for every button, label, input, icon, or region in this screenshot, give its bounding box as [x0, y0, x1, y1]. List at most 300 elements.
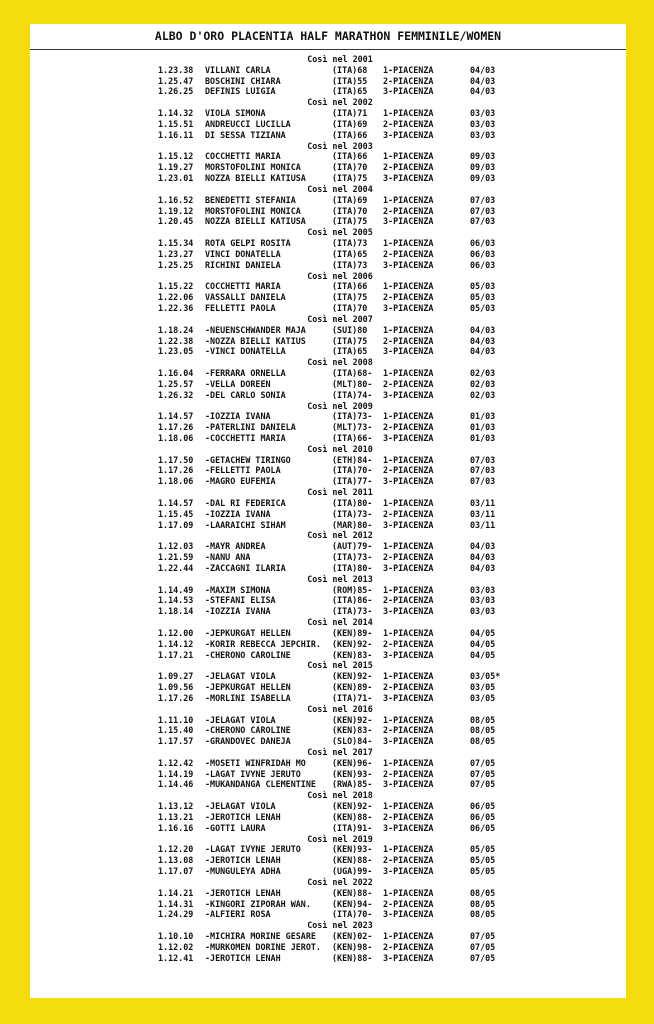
result-time: 1.17.57: [158, 736, 194, 747]
result-time: 1.17.26: [158, 422, 194, 433]
result-time: 1.22.36: [158, 303, 194, 314]
placing: 1-PIACENZA: [383, 584, 434, 595]
placing: 1-PIACENZA: [383, 627, 434, 638]
athlete-name: -MORLINI ISABELLA: [205, 692, 291, 703]
nationality-year: (ITA)68-: [332, 368, 373, 379]
result-row: [30, 216, 626, 227]
year-heading: Così nel 2012: [307, 530, 373, 541]
result-row: [30, 455, 626, 466]
result-time: 1.25.47: [158, 75, 194, 86]
athlete-name: -IOZZIA IVANA: [205, 606, 271, 617]
athlete-name: -GOTTI LAURA: [205, 822, 266, 833]
nationality-year: (MAR)80-: [332, 519, 373, 530]
result-time: 1.16.52: [158, 194, 194, 205]
result-time: 1.15.12: [158, 151, 194, 162]
result-row: [30, 238, 626, 249]
athlete-name: ROTA GELPI ROSITA: [205, 238, 291, 249]
result-time: 1.12.41: [158, 952, 194, 963]
placing: 3-PIACENZA: [383, 736, 434, 747]
placing: 2-PIACENZA: [383, 118, 434, 129]
result-time: 1.17.09: [158, 519, 194, 530]
nationality-year: (ITA)70: [332, 303, 368, 314]
nationality-year: (KEN)98-: [332, 941, 373, 952]
athlete-name: -DAL RI FEDERICA: [205, 497, 286, 508]
result-row: [30, 909, 626, 920]
nationality-year: (ITA)80-: [332, 562, 373, 573]
nationality-year: (ROM)85-: [332, 584, 373, 595]
result-row: [30, 758, 626, 769]
athlete-name: ANDREUCCI LUCILLA: [205, 118, 291, 129]
race-date: 07/03: [470, 194, 496, 205]
result-row: [30, 292, 626, 303]
year-heading: Così nel 2019: [307, 833, 373, 844]
result-row: [30, 650, 626, 661]
year-heading: Così nel 2023: [307, 920, 373, 931]
year-heading: Così nel 2005: [307, 227, 373, 238]
nationality-year: (KEN)02-: [332, 931, 373, 942]
athlete-name: -MAGRO EUFEMIA: [205, 476, 276, 487]
result-time: 1.12.00: [158, 627, 194, 638]
nationality-year: (ITA)73-: [332, 508, 373, 519]
result-row: [30, 119, 626, 130]
nationality-year: (MLT)73-: [332, 422, 373, 433]
result-time: 1.14.31: [158, 898, 194, 909]
athlete-name: -JEROTICH LENAH: [205, 887, 281, 898]
placing: 1-PIACENZA: [383, 151, 434, 162]
athlete-name: -IOZZIA IVANA: [205, 411, 271, 422]
race-date: 07/05: [470, 779, 496, 790]
result-row: [30, 465, 626, 476]
placing: 2-PIACENZA: [383, 162, 434, 173]
nationality-year: (KEN)94-: [332, 898, 373, 909]
result-row: [30, 769, 626, 780]
race-date: 07/03: [470, 216, 496, 227]
result-time: 1.19.27: [158, 162, 194, 173]
placing: 1-PIACENZA: [383, 931, 434, 942]
race-date: 03/03: [470, 606, 496, 617]
result-time: 1.14.12: [158, 638, 194, 649]
result-time: 1.13.08: [158, 855, 194, 866]
placing: 3-PIACENZA: [383, 173, 434, 184]
result-row: [30, 563, 626, 574]
race-date: 03/11: [470, 497, 496, 508]
athlete-name: -MOSETI WINFRIDAH MO: [205, 757, 306, 768]
year-heading: Così nel 2010: [307, 443, 373, 454]
result-time: 1.12.03: [158, 541, 194, 552]
athlete-name: -KORIR REBECCA JEPCHIR.: [205, 638, 321, 649]
athlete-name: -NEUENSCHWANDER MAJA: [205, 324, 306, 335]
race-date: 09/03: [470, 151, 496, 162]
placing: 2-PIACENZA: [383, 682, 434, 693]
result-row: [30, 671, 626, 682]
nationality-year: (KEN)83-: [332, 725, 373, 736]
result-row: [30, 931, 626, 942]
result-row: [30, 779, 626, 790]
race-date: 04/03: [470, 64, 496, 75]
result-time: 1.23.27: [158, 248, 194, 259]
document-sheet: [30, 24, 626, 998]
placing: 1-PIACENZA: [383, 64, 434, 75]
placing: 3-PIACENZA: [383, 779, 434, 790]
race-date: 06/05: [470, 811, 496, 822]
result-row: [30, 433, 626, 444]
placing: 1-PIACENZA: [383, 714, 434, 725]
nationality-year: (ITA)80-: [332, 497, 373, 508]
race-date: 04/03: [470, 335, 496, 346]
race-date: 01/03: [470, 432, 496, 443]
result-time: 1.09.56: [158, 682, 194, 693]
result-time: 1.22.38: [158, 335, 194, 346]
result-time: 1.18.24: [158, 324, 194, 335]
race-date: 06/05: [470, 822, 496, 833]
year-heading: Così nel 2004: [307, 183, 373, 194]
athlete-name: -JELAGAT VIOLA: [205, 801, 276, 812]
race-date: 08/05: [470, 714, 496, 725]
result-row: [30, 509, 626, 520]
athlete-name: -JELAGAT VIOLA: [205, 671, 276, 682]
result-time: 1.14.57: [158, 497, 194, 508]
result-row: [30, 953, 626, 964]
nationality-year: (ITA)75: [332, 173, 368, 184]
athlete-name: -JELAGAT VIOLA: [205, 714, 276, 725]
placing: 1-PIACENZA: [383, 757, 434, 768]
nationality-year: (KEN)88-: [332, 887, 373, 898]
placing: 1-PIACENZA: [383, 671, 434, 682]
placing: 3-PIACENZA: [383, 346, 434, 357]
race-date: 04/05: [470, 638, 496, 649]
race-date: 07/03: [470, 454, 496, 465]
nationality-year: (ITA)66: [332, 281, 368, 292]
race-date: 07/03: [470, 476, 496, 487]
result-time: 1.16.04: [158, 368, 194, 379]
race-date: 07/05: [470, 757, 496, 768]
race-date: 09/03: [470, 173, 496, 184]
nationality-year: (KEN)88-: [332, 855, 373, 866]
nationality-year: (KEN)92-: [332, 638, 373, 649]
nationality-year: (KEN)92-: [332, 801, 373, 812]
placing: 3-PIACENZA: [383, 389, 434, 400]
nationality-year: (ITA)73: [332, 259, 368, 270]
result-row: [30, 541, 626, 552]
result-row: [30, 368, 626, 379]
race-date: 04/03: [470, 541, 496, 552]
athlete-name: -DEL CARLO SONIA: [205, 389, 286, 400]
result-row: [30, 801, 626, 812]
race-date: 08/05: [470, 887, 496, 898]
race-date: 07/03: [470, 205, 496, 216]
nationality-year: (RWA)85-: [332, 779, 373, 790]
athlete-name: DI SESSA TIZIANA: [205, 129, 286, 140]
result-row: [30, 866, 626, 877]
nationality-year: (ITA)75: [332, 216, 368, 227]
result-time: 1.26.32: [158, 389, 194, 400]
race-date: 03/03: [470, 129, 496, 140]
nationality-year: (ITA)73-: [332, 552, 373, 563]
placing: 1-PIACENZA: [383, 844, 434, 855]
nationality-year: (KEN)93-: [332, 844, 373, 855]
race-date: 04/03: [470, 552, 496, 563]
nationality-year: (ITA)77-: [332, 476, 373, 487]
result-time: 1.15.22: [158, 281, 194, 292]
athlete-name: -MAXIM SIMONA: [205, 584, 271, 595]
race-date: 09/03: [470, 162, 496, 173]
result-time: 1.12.42: [158, 757, 194, 768]
placing: 2-PIACENZA: [383, 811, 434, 822]
result-row: [30, 151, 626, 162]
race-date: 05/03: [470, 303, 496, 314]
race-date: 01/03: [470, 422, 496, 433]
result-row: [30, 595, 626, 606]
result-row: [30, 606, 626, 617]
result-time: 1.17.07: [158, 866, 194, 877]
race-date: 03/03: [470, 584, 496, 595]
athlete-name: RICHINI DANIELA: [205, 259, 281, 270]
race-date: 07/03: [470, 465, 496, 476]
result-time: 1.18.06: [158, 476, 194, 487]
placing: 2-PIACENZA: [383, 465, 434, 476]
placing: 2-PIACENZA: [383, 335, 434, 346]
race-date: 06/03: [470, 248, 496, 259]
result-row: [30, 206, 626, 217]
nationality-year: (KEN)88-: [332, 952, 373, 963]
year-heading: Così nel 2001: [307, 54, 373, 64]
result-time: 1.14.46: [158, 779, 194, 790]
athlete-name: -STEFANI ELISA: [205, 595, 276, 606]
placing: 3-PIACENZA: [383, 909, 434, 920]
result-row: [30, 76, 626, 87]
placing: 1-PIACENZA: [383, 411, 434, 422]
race-date: 06/05: [470, 801, 496, 812]
result-time: 1.25.57: [158, 378, 194, 389]
nationality-year: (ITA)75: [332, 335, 368, 346]
athlete-name: -VINCI DONATELLA: [205, 346, 286, 357]
year-heading: Così nel 2007: [307, 313, 373, 324]
placing: 1-PIACENZA: [383, 324, 434, 335]
nationality-year: (ITA)66-: [332, 432, 373, 443]
race-date: 05/05: [470, 855, 496, 866]
race-date: 08/05: [470, 909, 496, 920]
race-date: 04/05: [470, 627, 496, 638]
nationality-year: (ITA)71-: [332, 692, 373, 703]
athlete-name: -MUKANDANGA CLEMENTINE: [205, 779, 316, 790]
race-date: 01/03: [470, 411, 496, 422]
nationality-year: (ITA)75: [332, 292, 368, 303]
placing: 1-PIACENZA: [383, 801, 434, 812]
race-date: 07/05: [470, 952, 496, 963]
result-row: [30, 281, 626, 292]
nationality-year: (ITA)70: [332, 162, 368, 173]
result-time: 1.16.11: [158, 129, 194, 140]
race-date: 08/05: [470, 736, 496, 747]
nationality-year: (KEN)83-: [332, 649, 373, 660]
year-heading: Così nel 2015: [307, 660, 373, 671]
result-row: [30, 379, 626, 390]
result-row: [30, 715, 626, 726]
result-time: 1.15.34: [158, 238, 194, 249]
race-date: 07/05: [470, 941, 496, 952]
athlete-name: MORSTOFOLINI MONICA: [205, 205, 301, 216]
placing: 3-PIACENZA: [383, 866, 434, 877]
result-row: [30, 823, 626, 834]
result-time: 1.15.51: [158, 118, 194, 129]
race-date: 04/03: [470, 75, 496, 86]
result-row: [30, 108, 626, 119]
nationality-year: (ITA)71: [332, 108, 368, 119]
nationality-year: (KEN)93-: [332, 768, 373, 779]
nationality-year: (SLO)84-: [332, 736, 373, 747]
result-time: 1.15.40: [158, 725, 194, 736]
result-row: [30, 628, 626, 639]
result-row: [30, 736, 626, 747]
nationality-year: (ITA)73-: [332, 411, 373, 422]
placing: 2-PIACENZA: [383, 75, 434, 86]
athlete-name: NOZZA BIELLI KATIUSA: [205, 216, 306, 227]
race-date: 08/05: [470, 725, 496, 736]
result-time: 1.18.06: [158, 432, 194, 443]
result-row: [30, 411, 626, 422]
year-heading: Così nel 2018: [307, 790, 373, 801]
placing: 2-PIACENZA: [383, 768, 434, 779]
nationality-year: (ITA)70-: [332, 909, 373, 920]
result-row: [30, 336, 626, 347]
result-time: 1.09.27: [158, 671, 194, 682]
athlete-name: -COCCHETTI MARIA: [205, 432, 286, 443]
year-heading: Così nel 2002: [307, 97, 373, 108]
athlete-name: -JEROTICH LENAH: [205, 811, 281, 822]
placing: 3-PIACENZA: [383, 476, 434, 487]
placing: 1-PIACENZA: [383, 541, 434, 552]
result-row: [30, 725, 626, 736]
race-date: 04/03: [470, 324, 496, 335]
nationality-year: (ITA)55: [332, 75, 368, 86]
race-date: 03/05: [470, 682, 496, 693]
athlete-name: -ALFIERI ROSA: [205, 909, 271, 920]
athlete-name: -LAARAICHI SIHAM: [205, 519, 286, 530]
nationality-year: (ITA)69: [332, 118, 368, 129]
race-date: 02/03: [470, 378, 496, 389]
result-row: [30, 303, 626, 314]
nationality-year: (ITA)65: [332, 346, 368, 357]
athlete-name: VIOLA SIMONA: [205, 108, 266, 119]
athlete-name: -JEROTICH LENAH: [205, 952, 281, 963]
placing: 3-PIACENZA: [383, 822, 434, 833]
placing: 1-PIACENZA: [383, 281, 434, 292]
nationality-year: (ITA)74-: [332, 389, 373, 400]
result-time: 1.19.12: [158, 205, 194, 216]
result-time: 1.10.10: [158, 931, 194, 942]
result-row: [30, 812, 626, 823]
result-row: [30, 844, 626, 855]
placing: 3-PIACENZA: [383, 692, 434, 703]
race-date: 05/03: [470, 281, 496, 292]
placing: 2-PIACENZA: [383, 725, 434, 736]
placing: 2-PIACENZA: [383, 941, 434, 952]
placing: 2-PIACENZA: [383, 638, 434, 649]
race-date: 05/03: [470, 292, 496, 303]
athlete-name: -KINGORI ZIPORAH WAN.: [205, 898, 311, 909]
year-heading: Così nel 2011: [307, 487, 373, 498]
placing: 2-PIACENZA: [383, 378, 434, 389]
nationality-year: (KEN)88-: [332, 811, 373, 822]
nationality-year: (ITA)70-: [332, 465, 373, 476]
result-time: 1.14.19: [158, 768, 194, 779]
nationality-year: (UGA)99-: [332, 866, 373, 877]
year-heading: Così nel 2022: [307, 876, 373, 887]
placing: 2-PIACENZA: [383, 595, 434, 606]
result-row: [30, 249, 626, 260]
athlete-name: -CHERONO CAROLINE: [205, 725, 291, 736]
nationality-year: (ITA)66: [332, 151, 368, 162]
athlete-name: -CHERONO CAROLINE: [205, 649, 291, 660]
race-date: 02/03: [470, 368, 496, 379]
result-time: 1.22.44: [158, 562, 194, 573]
race-date: 04/03: [470, 86, 496, 97]
placing: 2-PIACENZA: [383, 292, 434, 303]
nationality-year: (ITA)86-: [332, 595, 373, 606]
race-date: 03/03: [470, 118, 496, 129]
race-date: 03/05: [470, 692, 496, 703]
placing: 1-PIACENZA: [383, 368, 434, 379]
nationality-year: (KEN)92-: [332, 714, 373, 725]
athlete-name: -JEROTICH LENAH: [205, 855, 281, 866]
race-date: 03/11: [470, 519, 496, 530]
result-row: [30, 682, 626, 693]
athlete-name: COCCHETTI MARIA: [205, 281, 281, 292]
year-heading: Così nel 2016: [307, 703, 373, 714]
nationality-year: (ITA)73-: [332, 606, 373, 617]
result-row: [30, 520, 626, 531]
placing: 2-PIACENZA: [383, 248, 434, 259]
athlete-name: VASSALLI DANIELA: [205, 292, 286, 303]
result-time: 1.18.14: [158, 606, 194, 617]
athlete-name: -VELLA DOREEN: [205, 378, 271, 389]
race-date: 03/11: [470, 508, 496, 519]
race-date: 05/05: [470, 844, 496, 855]
result-row: [30, 390, 626, 401]
nationality-year: (AUT)79-: [332, 541, 373, 552]
nationality-year: (ITA)69: [332, 194, 368, 205]
race-date: 03/05*: [470, 671, 501, 682]
nationality-year: (ITA)66: [332, 129, 368, 140]
nationality-year: (MLT)80-: [332, 378, 373, 389]
result-time: 1.12.02: [158, 941, 194, 952]
result-time: 1.13.12: [158, 801, 194, 812]
result-row: [30, 195, 626, 206]
result-time: 1.25.25: [158, 259, 194, 270]
result-time: 1.16.16: [158, 822, 194, 833]
placing: 3-PIACENZA: [383, 129, 434, 140]
race-date: 05/05: [470, 866, 496, 877]
athlete-name: -MURKOMEN DORINE JEROT.: [205, 941, 321, 952]
result-row: [30, 325, 626, 336]
placing: 3-PIACENZA: [383, 952, 434, 963]
result-time: 1.17.26: [158, 465, 194, 476]
result-row: [30, 86, 626, 97]
result-row: [30, 693, 626, 704]
result-row: [30, 162, 626, 173]
result-row: [30, 346, 626, 357]
result-time: 1.17.26: [158, 692, 194, 703]
placing: 2-PIACENZA: [383, 552, 434, 563]
athlete-name: -ZACCAGNI ILARIA: [205, 562, 286, 573]
result-row: [30, 476, 626, 487]
race-date: 06/03: [470, 259, 496, 270]
nationality-year: (ITA)70: [332, 205, 368, 216]
athlete-name: BENEDETTI STEFANIA: [205, 194, 296, 205]
result-time: 1.23.38: [158, 64, 194, 75]
athlete-name: VINCI DONATELLA: [205, 248, 281, 259]
result-row: [30, 639, 626, 650]
